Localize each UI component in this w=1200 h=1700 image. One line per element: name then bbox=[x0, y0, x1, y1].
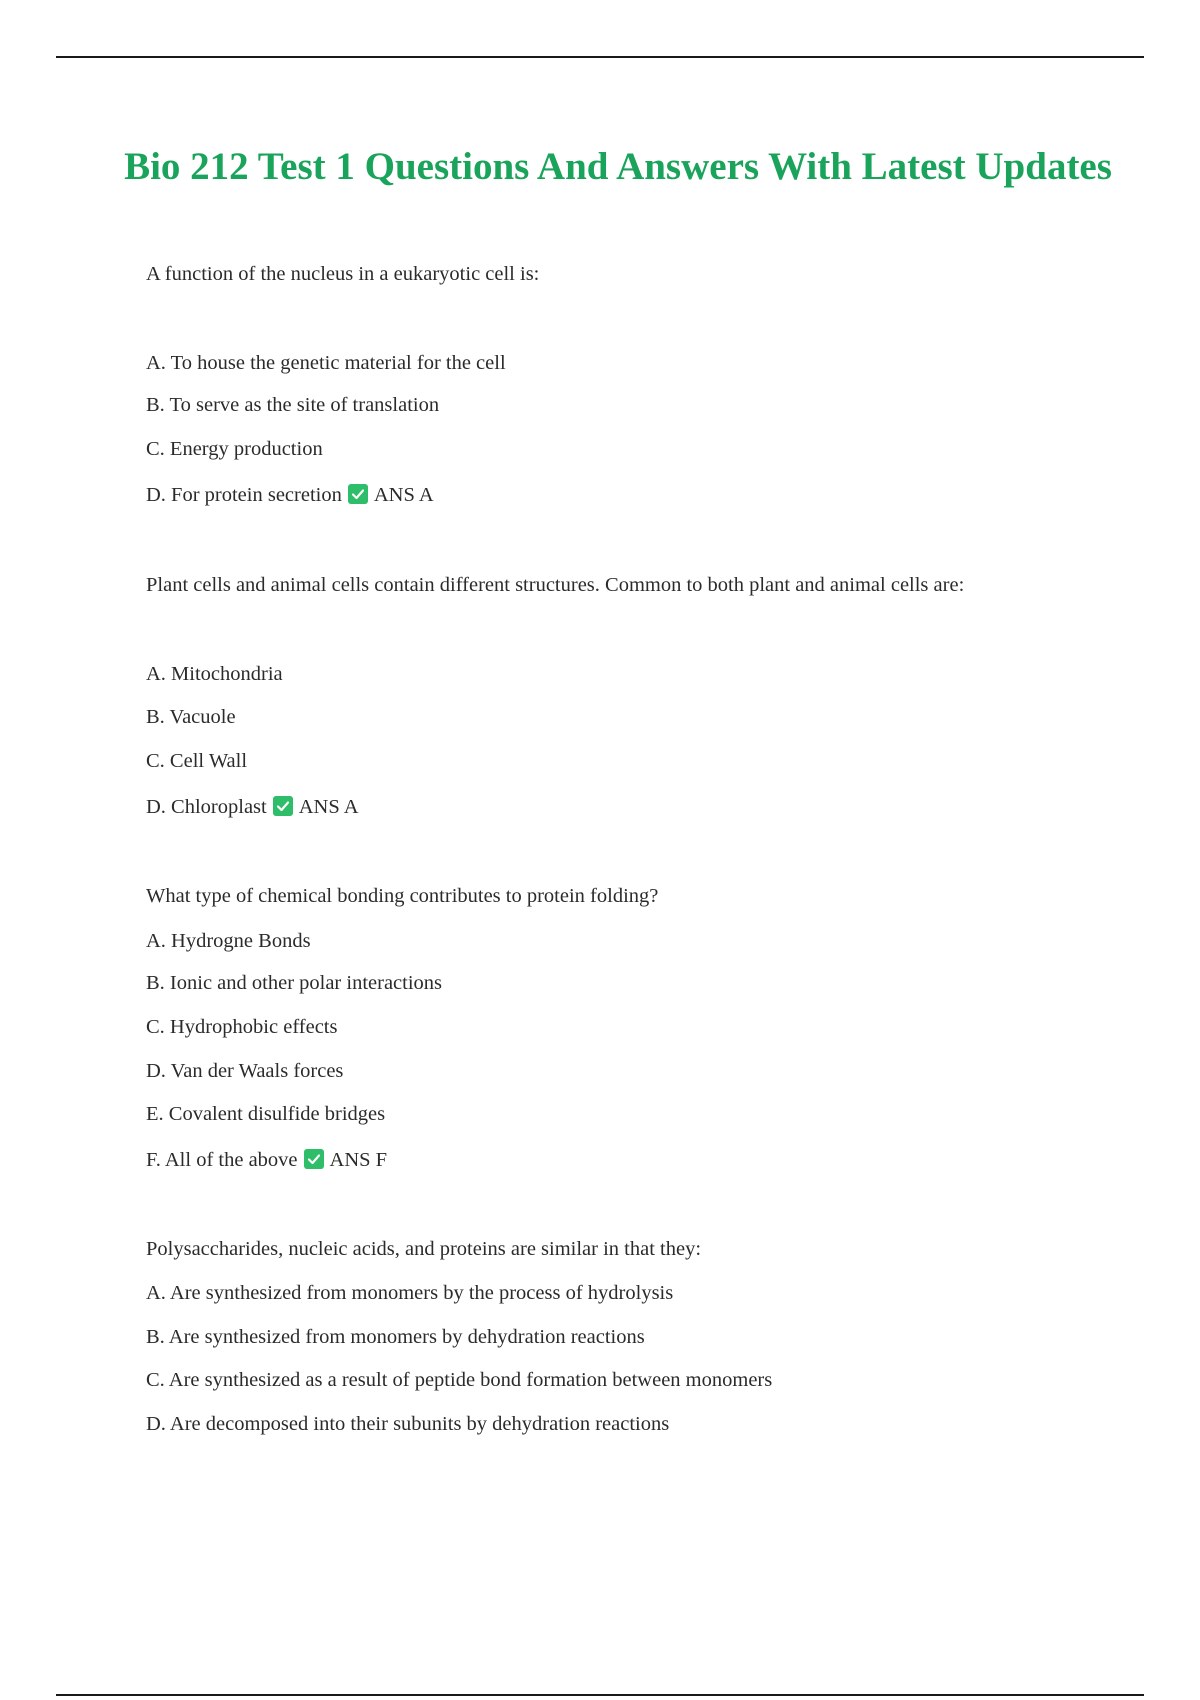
question-3-option-e: E. Covalent disulfide bridges bbox=[146, 1103, 386, 1125]
question-2-prompt: Plant cells and animal cells contain different structures. Common to both plant and animal cells are: bbox=[146, 574, 965, 596]
question-1-prompt: A function of the nucleus in a eukaryotic cell is: bbox=[146, 263, 540, 285]
question-3-prompt: What type of chemical bonding contributes to protein folding? bbox=[146, 885, 659, 907]
question-1-option-c: C. Energy production bbox=[146, 438, 323, 460]
question-1-option-d-row bbox=[146, 482, 434, 508]
checkmark-icon bbox=[273, 796, 293, 816]
question-2-option-d-row bbox=[146, 794, 359, 820]
question-4-option-d: D. Are decomposed into their subunits by dehydration reactions bbox=[146, 1413, 670, 1435]
checkmark-icon bbox=[348, 484, 368, 504]
question-4-option-b: B. Are synthesized from monomers by dehydration reactions bbox=[146, 1326, 645, 1348]
question-2-option-b: B. Vacuole bbox=[146, 706, 236, 728]
question-2-option-d: D. Chloroplast bbox=[146, 796, 267, 818]
question-3-option-f: F. All of the above bbox=[146, 1149, 298, 1171]
question-3-option-c: C. Hydrophobic effects bbox=[146, 1016, 338, 1038]
question-3-option-d: D. Van der Waals forces bbox=[146, 1060, 344, 1082]
question-3-option-a: A. Hydrogne Bonds bbox=[146, 930, 311, 952]
question-3-option-b: B. Ionic and other polar interactions bbox=[146, 972, 443, 994]
top-rule bbox=[56, 56, 1144, 58]
page-title: Bio 212 Test 1 Questions And Answers With Latest Updates bbox=[124, 145, 1112, 188]
question-1-option-d: D. For protein secretion bbox=[146, 484, 342, 506]
question-2-answer: ANS A bbox=[298, 796, 359, 818]
question-1-answer: ANS A bbox=[373, 484, 434, 506]
question-3-answer: ANS F bbox=[329, 1149, 388, 1171]
question-3-option-f-row bbox=[146, 1147, 387, 1173]
checkmark-icon bbox=[304, 1149, 324, 1169]
question-2-option-a: A. Mitochondria bbox=[146, 663, 283, 685]
question-1-option-a: A. To house the genetic material for the cell bbox=[146, 352, 506, 374]
question-1-option-b: B. To serve as the site of translation bbox=[146, 394, 440, 416]
question-4-prompt: Polysaccharides, nucleic acids, and proteins are similar in that they: bbox=[146, 1238, 702, 1260]
question-4-option-a: A. Are synthesized from monomers by the process of hydrolysis bbox=[146, 1282, 674, 1304]
bottom-rule bbox=[56, 1694, 1144, 1696]
question-4-option-c: C. Are synthesized as a result of peptide bond formation between monomers bbox=[146, 1369, 773, 1391]
question-2-option-c: C. Cell Wall bbox=[146, 750, 248, 772]
